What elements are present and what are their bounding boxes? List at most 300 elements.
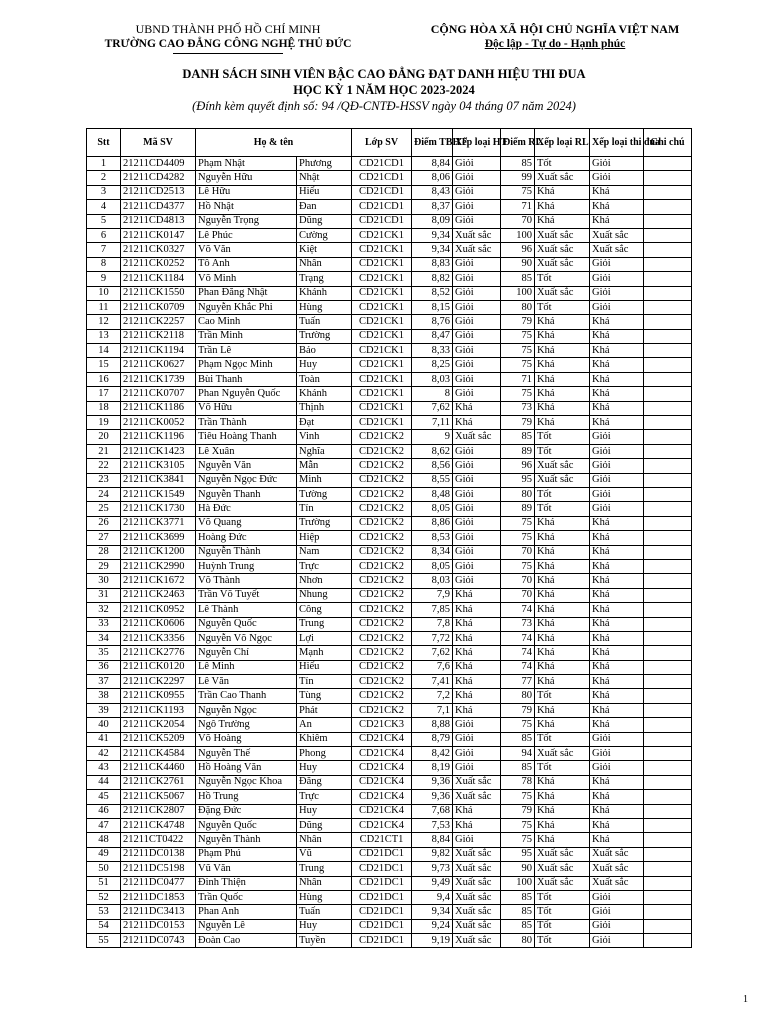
cell-ghi-chu (644, 703, 692, 717)
cell-xep-loai-thi-dua: Xuất sắc (590, 847, 644, 861)
cell-ma-sv: 21211CK3771 (121, 516, 196, 530)
table-row (87, 185, 692, 199)
cell-ma-sv: 21211CK2807 (121, 804, 196, 818)
cell-xep-loai-rl: Tốt (535, 300, 590, 314)
cell-ho-dem: Võ Minh (196, 272, 297, 286)
table-header-row (87, 129, 692, 157)
cell-diem-rl: 85 (501, 905, 535, 919)
cell-ten: Trung (297, 862, 352, 876)
cell-xep-loai-thi-dua: Khá (590, 387, 644, 401)
table-row (87, 459, 692, 473)
cell-lop: CD21CK4 (352, 747, 412, 761)
cell-ten: Vũ (297, 847, 352, 861)
cell-lop: CD21CK1 (352, 387, 412, 401)
cell-ho-dem: Đặng Đức (196, 804, 297, 818)
cell-xep-loai-thi-dua: Giỏi (590, 459, 644, 473)
cell-xep-loai-rl: Tốt (535, 905, 590, 919)
cell-lop: CD21CK1 (352, 358, 412, 372)
cell-ho-dem: Nguyễn Trọng (196, 214, 297, 228)
cell-xep-loai-rl: Khá (535, 631, 590, 645)
cell-stt: 36 (87, 660, 121, 674)
cell-ten: Tín (297, 675, 352, 689)
cell-stt: 7 (87, 243, 121, 257)
cell-ma-sv: 21211DC3413 (121, 905, 196, 919)
cell-ma-sv: 21211CK2054 (121, 718, 196, 732)
cell-ghi-chu (644, 660, 692, 674)
cell-ma-sv: 21211CK2776 (121, 646, 196, 660)
cell-diem-rl: 74 (501, 646, 535, 660)
table-row (87, 718, 692, 732)
cell-lop: CD21CK1 (352, 416, 412, 430)
cell-ho-dem: Nguyễn Ngọc (196, 703, 297, 717)
cell-diem-tbht: 9,36 (412, 790, 453, 804)
cell-xep-loai-ht: Khá (453, 646, 501, 660)
table-row (87, 502, 692, 516)
cell-stt: 17 (87, 387, 121, 401)
cell-lop: CD21DC1 (352, 890, 412, 904)
cell-xep-loai-rl: Tốt (535, 919, 590, 933)
cell-ho-dem: Nguyễn Thanh (196, 487, 297, 501)
cell-xep-loai-ht: Giỏi (453, 272, 501, 286)
cell-ho-dem: Nguyễn Hữu (196, 171, 297, 185)
cell-lop: CD21CK4 (352, 761, 412, 775)
cell-ma-sv: 21211DC5198 (121, 862, 196, 876)
col-header-diem-tbht: Điểm TBHT (412, 129, 453, 157)
cell-diem-tbht: 8,43 (412, 185, 453, 199)
cell-lop: CD21CK2 (352, 646, 412, 660)
cell-xep-loai-thi-dua: Khá (590, 588, 644, 602)
cell-diem-rl: 80 (501, 934, 535, 948)
cell-ma-sv: 21211DC0477 (121, 876, 196, 890)
table-row (87, 876, 692, 890)
cell-ghi-chu (644, 646, 692, 660)
cell-ghi-chu (644, 603, 692, 617)
cell-diem-rl: 73 (501, 401, 535, 415)
cell-stt: 53 (87, 905, 121, 919)
cell-ghi-chu (644, 818, 692, 832)
cell-xep-loai-thi-dua: Khá (590, 315, 644, 329)
cell-xep-loai-ht: Khá (453, 660, 501, 674)
cell-xep-loai-ht: Giỏi (453, 157, 501, 171)
table-row (87, 818, 692, 832)
cell-ma-sv: 21211CK0707 (121, 387, 196, 401)
cell-ten: Dũng (297, 818, 352, 832)
cell-xep-loai-ht: Xuất sắc (453, 243, 501, 257)
cell-xep-loai-rl: Khá (535, 603, 590, 617)
cell-ho-dem: Lê Phúc (196, 228, 297, 242)
cell-ma-sv: 21211CK4748 (121, 818, 196, 832)
cell-ten: Công (297, 603, 352, 617)
cell-diem-rl: 85 (501, 272, 535, 286)
cell-diem-tbht: 7,72 (412, 631, 453, 645)
cell-xep-loai-ht: Khá (453, 675, 501, 689)
cell-stt: 18 (87, 401, 121, 415)
cell-ten: Khánh (297, 387, 352, 401)
cell-xep-loai-ht: Giỏi (453, 516, 501, 530)
cell-ma-sv: 21211CK1193 (121, 703, 196, 717)
cell-diem-rl: 75 (501, 531, 535, 545)
cell-xep-loai-ht: Giỏi (453, 473, 501, 487)
cell-lop: CD21CK1 (352, 315, 412, 329)
cell-diem-tbht: 9 (412, 430, 453, 444)
cell-xep-loai-ht: Giỏi (453, 387, 501, 401)
cell-ten: Nhơn (297, 574, 352, 588)
cell-xep-loai-thi-dua: Khá (590, 646, 644, 660)
cell-xep-loai-ht: Giỏi (453, 531, 501, 545)
cell-diem-rl: 70 (501, 588, 535, 602)
cell-xep-loai-rl: Khá (535, 775, 590, 789)
cell-xep-loai-thi-dua: Xuất sắc (590, 876, 644, 890)
cell-ten: Nam (297, 545, 352, 559)
cell-ho-dem: Nguyễn Võ Ngọc (196, 631, 297, 645)
cell-lop: CD21CK2 (352, 574, 412, 588)
cell-ten: Huy (297, 761, 352, 775)
cell-xep-loai-rl: Khá (535, 617, 590, 631)
cell-ho-dem: Hà Đức (196, 502, 297, 516)
header-right (420, 22, 690, 52)
cell-lop: CD21CK2 (352, 459, 412, 473)
cell-xep-loai-thi-dua: Khá (590, 718, 644, 732)
cell-ma-sv: 21211CD4377 (121, 200, 196, 214)
cell-diem-tbht: 8,03 (412, 372, 453, 386)
cell-xep-loai-thi-dua: Giỏi (590, 890, 644, 904)
cell-ho-dem: Võ Văn (196, 243, 297, 257)
cell-ma-sv: 21211CK3841 (121, 473, 196, 487)
cell-lop: CD21CK2 (352, 689, 412, 703)
cell-xep-loai-rl: Khá (535, 214, 590, 228)
cell-diem-rl: 96 (501, 243, 535, 257)
cell-lop: CD21CK2 (352, 603, 412, 617)
cell-diem-tbht: 8,56 (412, 459, 453, 473)
cell-xep-loai-thi-dua: Khá (590, 372, 644, 386)
cell-diem-tbht: 8,53 (412, 531, 453, 545)
cell-ghi-chu (644, 718, 692, 732)
cell-xep-loai-rl: Xuất sắc (535, 459, 590, 473)
cell-xep-loai-ht: Khá (453, 617, 501, 631)
cell-ma-sv: 21211DC0138 (121, 847, 196, 861)
cell-diem-rl: 95 (501, 847, 535, 861)
cell-diem-rl: 70 (501, 545, 535, 559)
cell-ho-dem: Nguyễn Ngọc Khoa (196, 775, 297, 789)
cell-stt: 46 (87, 804, 121, 818)
cell-ten: Mạnh (297, 646, 352, 660)
cell-diem-rl: 70 (501, 574, 535, 588)
cell-xep-loai-rl: Xuất sắc (535, 257, 590, 271)
cell-ghi-chu (644, 761, 692, 775)
cell-ten: Vinh (297, 430, 352, 444)
cell-ten: Minh (297, 473, 352, 487)
cell-xep-loai-ht: Giỏi (453, 200, 501, 214)
cell-xep-loai-thi-dua: Xuất sắc (590, 862, 644, 876)
cell-xep-loai-ht: Xuất sắc (453, 934, 501, 948)
cell-xep-loai-ht: Giỏi (453, 732, 501, 746)
cell-ho-dem: Lê Minh (196, 660, 297, 674)
cell-ho-dem: Trần Thành (196, 416, 297, 430)
cell-diem-rl: 71 (501, 200, 535, 214)
cell-ma-sv: 21211DC1853 (121, 890, 196, 904)
cell-stt: 47 (87, 818, 121, 832)
cell-xep-loai-ht: Giỏi (453, 344, 501, 358)
cell-diem-rl: 77 (501, 675, 535, 689)
cell-stt: 4 (87, 200, 121, 214)
cell-ho-dem: Phạm Nhật (196, 157, 297, 171)
country-name: CỘNG HÒA XÃ HỘI CHỦ NGHĨA VIỆT NAM (430, 22, 680, 36)
cell-xep-loai-ht: Khá (453, 703, 501, 717)
cell-diem-tbht: 8,55 (412, 473, 453, 487)
cell-xep-loai-rl: Khá (535, 344, 590, 358)
cell-lop: CD21DC1 (352, 934, 412, 948)
table-row (87, 732, 692, 746)
table-row (87, 747, 692, 761)
cell-diem-tbht: 7,68 (412, 804, 453, 818)
table-row (87, 790, 692, 804)
cell-xep-loai-ht: Xuất sắc (453, 790, 501, 804)
cell-ten: Tường (297, 487, 352, 501)
cell-xep-loai-thi-dua: Khá (590, 344, 644, 358)
cell-diem-tbht: 8,84 (412, 157, 453, 171)
cell-ghi-chu (644, 919, 692, 933)
cell-xep-loai-ht: Khá (453, 588, 501, 602)
cell-ghi-chu (644, 862, 692, 876)
cell-ma-sv: 21211CK2761 (121, 775, 196, 789)
table-row (87, 847, 692, 861)
cell-stt: 13 (87, 329, 121, 343)
cell-stt: 9 (87, 272, 121, 286)
cell-lop: CD21CK4 (352, 775, 412, 789)
cell-stt: 21 (87, 444, 121, 458)
cell-ten: An (297, 718, 352, 732)
cell-diem-tbht: 9,34 (412, 905, 453, 919)
cell-ghi-chu (644, 588, 692, 602)
cell-lop: CD21CK1 (352, 243, 412, 257)
cell-xep-loai-thi-dua: Giỏi (590, 934, 644, 948)
cell-xep-loai-rl: Tốt (535, 502, 590, 516)
cell-xep-loai-thi-dua: Khá (590, 818, 644, 832)
cell-xep-loai-rl: Khá (535, 833, 590, 847)
cell-ghi-chu (644, 747, 692, 761)
committee-name: UBND THÀNH PHỐ HỒ CHÍ MINH (135, 22, 321, 36)
decision-reference: (Đính kèm quyết định số: 94 /QĐ-CNTĐ-HSSV ngày 04 tháng 07 năm 2024) (192, 99, 576, 113)
cell-xep-loai-ht: Khá (453, 818, 501, 832)
cell-xep-loai-ht: Giỏi (453, 372, 501, 386)
cell-xep-loai-ht: Giỏi (453, 574, 501, 588)
cell-xep-loai-ht: Giỏi (453, 747, 501, 761)
table-row (87, 617, 692, 631)
cell-diem-rl: 85 (501, 732, 535, 746)
cell-diem-tbht: 8,83 (412, 257, 453, 271)
cell-ho-dem: Trần Minh (196, 329, 297, 343)
cell-xep-loai-thi-dua: Giỏi (590, 286, 644, 300)
cell-xep-loai-rl: Xuất sắc (535, 243, 590, 257)
cell-stt: 24 (87, 487, 121, 501)
cell-lop: CD21CK2 (352, 545, 412, 559)
table-row (87, 387, 692, 401)
cell-ten: Tuấn (297, 315, 352, 329)
cell-stt: 29 (87, 559, 121, 573)
cell-lop: CD21CK4 (352, 790, 412, 804)
table-row (87, 200, 692, 214)
page-number: 1 (743, 994, 748, 1005)
cell-lop: CD21CT1 (352, 833, 412, 847)
cell-ho-dem: Lê Xuân (196, 444, 297, 458)
cell-ten: Thịnh (297, 401, 352, 415)
cell-diem-rl: 75 (501, 559, 535, 573)
cell-ho-dem: Trần Cao Thanh (196, 689, 297, 703)
cell-diem-tbht: 8,05 (412, 559, 453, 573)
cell-xep-loai-thi-dua: Giỏi (590, 473, 644, 487)
cell-ten: Mẫn (297, 459, 352, 473)
cell-xep-loai-ht: Xuất sắc (453, 876, 501, 890)
cell-ten: Hiệp (297, 531, 352, 545)
cell-ghi-chu (644, 689, 692, 703)
cell-ho-dem: Tiêu Hoàng Thanh (196, 430, 297, 444)
cell-ho-dem: Nguyễn Quốc (196, 617, 297, 631)
cell-xep-loai-ht: Giỏi (453, 559, 501, 573)
table-row (87, 516, 692, 530)
cell-ghi-chu (644, 847, 692, 861)
cell-lop: CD21CK1 (352, 344, 412, 358)
cell-ten: Hùng (297, 300, 352, 314)
table-row (87, 487, 692, 501)
cell-ten: Hiếu (297, 660, 352, 674)
cell-lop: CD21CK2 (352, 430, 412, 444)
cell-ten: Nhân (297, 876, 352, 890)
cell-ten: Nhật (297, 171, 352, 185)
cell-ma-sv: 21211CK4460 (121, 761, 196, 775)
cell-ghi-chu (644, 200, 692, 214)
cell-ma-sv: 21211CK4584 (121, 747, 196, 761)
cell-ten: Kiệt (297, 243, 352, 257)
cell-xep-loai-thi-dua: Khá (590, 617, 644, 631)
cell-xep-loai-ht: Khá (453, 689, 501, 703)
cell-ho-dem: Trần Võ Tuyết (196, 588, 297, 602)
cell-diem-rl: 96 (501, 459, 535, 473)
table-row (87, 631, 692, 645)
cell-ten: Tùng (297, 689, 352, 703)
cell-xep-loai-thi-dua: Khá (590, 631, 644, 645)
cell-ten: Trung (297, 617, 352, 631)
cell-diem-rl: 75 (501, 344, 535, 358)
cell-diem-tbht: 8,05 (412, 502, 453, 516)
cell-xep-loai-thi-dua: Khá (590, 689, 644, 703)
cell-lop: CD21CK2 (352, 588, 412, 602)
cell-ten: Phương (297, 157, 352, 171)
cell-ho-dem: Tô Anh (196, 257, 297, 271)
cell-ghi-chu (644, 732, 692, 746)
col-header-xep-loai-rl: Xếp loại RL (535, 129, 590, 157)
cell-ghi-chu (644, 545, 692, 559)
cell-xep-loai-rl: Khá (535, 574, 590, 588)
cell-diem-tbht: 8,88 (412, 718, 453, 732)
cell-xep-loai-rl: Khá (535, 646, 590, 660)
cell-ma-sv: 21211CK1730 (121, 502, 196, 516)
cell-lop: CD21CK2 (352, 473, 412, 487)
cell-diem-rl: 75 (501, 818, 535, 832)
cell-xep-loai-ht: Xuất sắc (453, 905, 501, 919)
cell-lop: CD21CK2 (352, 502, 412, 516)
cell-xep-loai-ht: Khá (453, 631, 501, 645)
cell-ten: Trường (297, 516, 352, 530)
cell-ma-sv: 21211CK1423 (121, 444, 196, 458)
cell-stt: 28 (87, 545, 121, 559)
cell-stt: 11 (87, 300, 121, 314)
cell-diem-tbht: 8,76 (412, 315, 453, 329)
cell-lop: CD21CK1 (352, 228, 412, 242)
cell-ma-sv: 21211CK1739 (121, 372, 196, 386)
cell-diem-tbht: 8,79 (412, 732, 453, 746)
cell-xep-loai-rl: Tốt (535, 761, 590, 775)
cell-xep-loai-ht: Giỏi (453, 329, 501, 343)
cell-ten: Nghĩa (297, 444, 352, 458)
table-row (87, 833, 692, 847)
cell-xep-loai-thi-dua: Khá (590, 559, 644, 573)
cell-stt: 32 (87, 603, 121, 617)
cell-ma-sv: 21211CK0327 (121, 243, 196, 257)
cell-lop: CD21DC1 (352, 876, 412, 890)
cell-xep-loai-rl: Xuất sắc (535, 862, 590, 876)
cell-diem-rl: 74 (501, 660, 535, 674)
cell-xep-loai-rl: Khá (535, 804, 590, 818)
cell-stt: 39 (87, 703, 121, 717)
cell-stt: 8 (87, 257, 121, 271)
cell-ten: Toàn (297, 372, 352, 386)
cell-xep-loai-rl: Tốt (535, 444, 590, 458)
cell-diem-rl: 79 (501, 804, 535, 818)
title-line-2: HỌC KỲ 1 NĂM HỌC 2023-2024 (293, 83, 475, 97)
table-row (87, 804, 692, 818)
cell-stt: 42 (87, 747, 121, 761)
cell-stt: 52 (87, 890, 121, 904)
cell-ghi-chu (644, 804, 692, 818)
cell-diem-rl: 75 (501, 833, 535, 847)
table-row (87, 603, 692, 617)
cell-ma-sv: 21211CK0147 (121, 228, 196, 242)
cell-stt: 25 (87, 502, 121, 516)
cell-lop: CD21DC1 (352, 847, 412, 861)
cell-lop: CD21CK2 (352, 559, 412, 573)
cell-diem-rl: 75 (501, 329, 535, 343)
cell-xep-loai-ht: Giỏi (453, 286, 501, 300)
cell-stt: 51 (87, 876, 121, 890)
cell-xep-loai-ht: Xuất sắc (453, 862, 501, 876)
cell-diem-rl: 85 (501, 430, 535, 444)
cell-lop: CD21CK1 (352, 401, 412, 415)
cell-stt: 14 (87, 344, 121, 358)
cell-stt: 45 (87, 790, 121, 804)
col-header-lop: Lớp SV (352, 129, 412, 157)
cell-diem-tbht: 9,34 (412, 243, 453, 257)
cell-ho-dem: Võ Hoàng (196, 732, 297, 746)
table-row (87, 228, 692, 242)
cell-ten: Tín (297, 502, 352, 516)
cell-ten: Huy (297, 358, 352, 372)
cell-diem-tbht: 9,34 (412, 228, 453, 242)
cell-diem-tbht: 8,52 (412, 286, 453, 300)
cell-xep-loai-rl: Khá (535, 718, 590, 732)
cell-ghi-chu (644, 416, 692, 430)
cell-xep-loai-thi-dua: Khá (590, 790, 644, 804)
table-row (87, 430, 692, 444)
cell-ten: Đăng (297, 775, 352, 789)
cell-diem-rl: 85 (501, 919, 535, 933)
cell-xep-loai-rl: Khá (535, 185, 590, 199)
cell-lop: CD21DC1 (352, 905, 412, 919)
cell-xep-loai-ht: Giỏi (453, 214, 501, 228)
cell-ghi-chu (644, 487, 692, 501)
cell-ho-dem: Võ Thành (196, 574, 297, 588)
cell-diem-rl: 75 (501, 516, 535, 530)
cell-xep-loai-ht: Khá (453, 603, 501, 617)
